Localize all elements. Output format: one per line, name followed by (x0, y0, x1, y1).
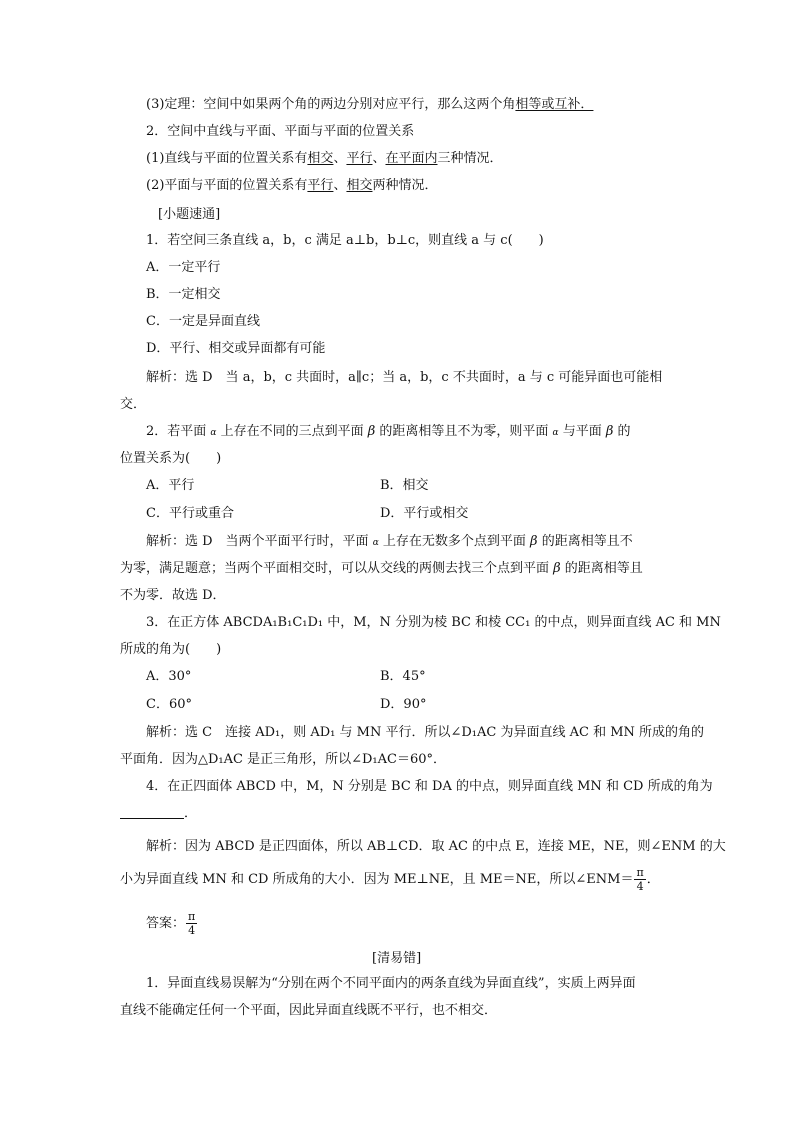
q3-option-b: B．45° (380, 669, 426, 684)
text: ． (646, 872, 660, 887)
text: 的 (613, 424, 631, 439)
fraction-numerator: π (636, 866, 644, 879)
fraction-pi-over-4 (634, 866, 645, 893)
text: 上存在无数多个点到平面 (378, 534, 531, 549)
q1-option-a: A．一定平行 (146, 260, 221, 275)
q2-option-d: D．平行或相交 (380, 506, 469, 521)
answer-underline: 平行 (346, 151, 373, 166)
q2-solution-cont: 不为零．故选 D． (120, 588, 226, 603)
q1-solution: 解析：选 D 当 a，b，c 共面时，a∥c；当 a，b，c 不共面时，a 与 c 可能异面也可能相 (146, 370, 663, 385)
text: (1)直线与平面的位置关系有 (146, 151, 308, 166)
q2-option-b: B．相交 (380, 478, 429, 493)
section-heading: 2．空间中直线与平面、平面与平面的位置关系 (146, 124, 415, 139)
text: 的距离相等且不 (537, 534, 633, 549)
answer-label: 答案： (146, 916, 186, 931)
q3-option-a: A．30° (146, 669, 192, 684)
q3-solution: 解析：选 C 连接 AD₁，则 AD₁ 与 MN 平行．所以∠D₁AC 为异面直线 AC 和 MN 所成的角的 (146, 725, 705, 740)
q3-solution-cont: 平面角．因为△D₁AC 是正三角形，所以∠D₁AC＝60°． (120, 752, 447, 767)
q4-solution-cont (120, 866, 660, 893)
subsection-title-quick-practice: [小题速通] (158, 207, 221, 222)
text: 、 (333, 178, 347, 193)
question-3: 3．在正方体 ABCDA₁B₁C₁D₁ 中，M，N 分别为棱 BC 和棱 CC₁ 的中点，则异面直线 AC 和 MN (146, 615, 721, 630)
text: 为零，满足题意；当两个平面相交时，可以从交线的两侧去找三个点到平面 (120, 561, 554, 576)
q2-option-a: A．平行 (146, 478, 195, 493)
question-1: 1．若空间三条直线 a，b，c 满足 a⊥b，b⊥c，则直线 a 与 c( ) (146, 233, 544, 248)
q2-option-c: C．平行或重合 (146, 506, 234, 521)
answer-underline: 平行 (307, 178, 334, 193)
q3-option-c: C．60° (146, 697, 192, 712)
text: 的距离相等且不为零，则平面 (375, 424, 553, 439)
q1-solution-cont: 交． (120, 397, 147, 412)
symbol-beta: β (553, 561, 561, 576)
text: 小为异面直线 MN 和 CD 所成角的大小．因为 ME⊥NE，且 ME＝NE，所以∠ENM＝ (120, 872, 634, 887)
q1-option-d: D．平行、相交或异面都有可能 (146, 341, 326, 356)
symbol-beta: β (367, 424, 376, 439)
fraction-pi-over-4 (186, 910, 197, 937)
symbol-beta: β (530, 534, 538, 549)
fraction-numerator: π (188, 910, 196, 923)
text: (2)平面与平面的位置关系有 (146, 178, 308, 193)
theorem-text: (3)定理：空间中如果两个角的两边分别对应平行，那么这两个角 (146, 97, 516, 112)
symbol-alpha: α (552, 428, 559, 438)
q4-solution: 解析：因为 ABCD 是正四面体，所以 AB⊥CD．取 AC 的中点 E，连接 ME，NE，则∠ENM 的大 (146, 839, 726, 854)
text: 的距离相等且 (560, 561, 643, 576)
text: 、 (372, 151, 386, 166)
answer-blank (120, 806, 184, 819)
fraction-denominator: 4 (188, 924, 196, 937)
q4-answer (146, 910, 198, 937)
subsection-title-common-errors: [清易错] (372, 951, 422, 966)
answer-underline: 相交 (346, 178, 373, 193)
q1-option-c: C．一定是异面直线 (146, 314, 260, 329)
question-4: 4．在正四面体 ABCD 中，M，N 分别是 BC 和 DA 的中点，则异面直线 MN 和 CD 所成的角为 (146, 779, 713, 794)
answer-underline: 相等或互补． (515, 97, 594, 112)
question-2 (146, 423, 631, 442)
line-plane-relations (146, 150, 503, 168)
symbol-alpha: α (372, 538, 379, 548)
text: 与平面 (558, 424, 606, 439)
text: 2．若平面 (146, 424, 211, 439)
symbol-beta: β (605, 424, 614, 439)
error-note-1: 1．异面直线易误解为“分别在两个不同平面内的两条直线为异面直线”，实质上两异面 (146, 976, 636, 991)
text: 三种情况． (437, 151, 503, 166)
fraction-denominator: 4 (636, 880, 644, 893)
text: 上存在不同的三点到平面 (216, 424, 368, 439)
plane-plane-relations (146, 177, 437, 195)
question-2-cont: 位置关系为( ) (120, 451, 222, 466)
text: 解析：选 D 当两个平面平行时，平面 (146, 534, 373, 549)
question-3-cont: 所成的角为( ) (120, 642, 222, 657)
answer-underline: 相交 (307, 151, 334, 166)
q2-solution (146, 533, 633, 552)
q2-solution-cont (120, 560, 643, 578)
text: 两种情况． (372, 178, 438, 193)
symbol-alpha: α (210, 428, 217, 438)
answer-underline: 在平面内 (385, 151, 438, 166)
theorem-line (146, 96, 593, 114)
q3-option-d: D．90° (380, 697, 427, 712)
text: 、 (333, 151, 347, 166)
question-4-cont (120, 805, 197, 823)
q1-option-b: B．一定相交 (146, 287, 221, 302)
error-note-1-cont: 直线不能确定任何一个平面，因此异面直线既不平行，也不相交． (120, 1003, 498, 1018)
text: ． (184, 806, 198, 821)
